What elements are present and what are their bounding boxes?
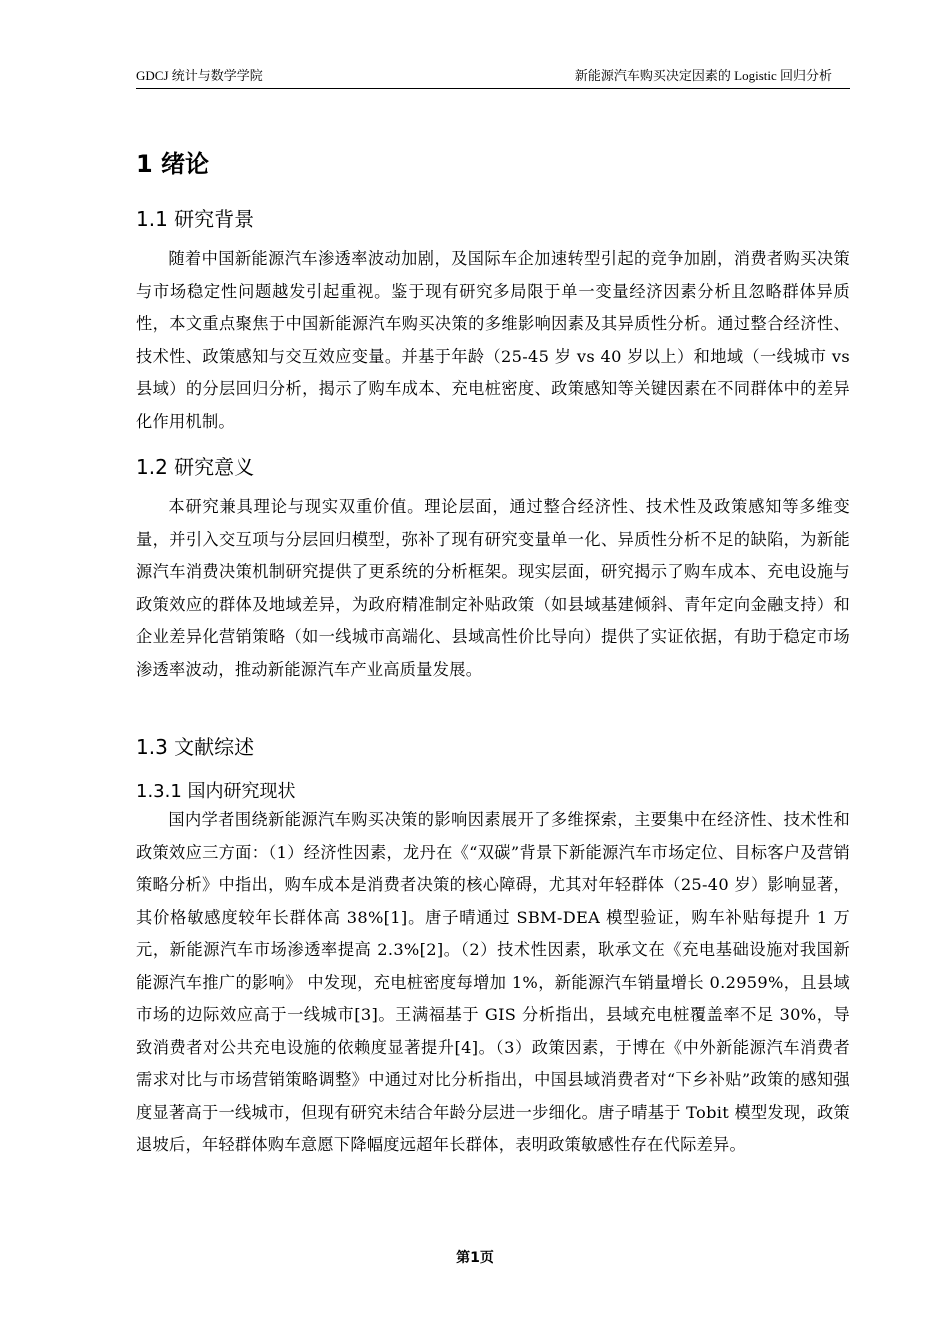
paragraph-domestic-research: 国内学者围绕新能源汽车购买决策的影响因素展开了多维探索，主要集中在经济性、技术性和政策效应三方面：（1）经济性因素，龙丹在《“双碳”背景下新能源汽车市场定位、目标客户及营销策略分析》中指出，购车成本是消费者决策的核心障碍，尤其对年轻群体（25-40 岁）影响显著，其价格敏感度较年长群体高 38%[1]。唐子晴通过 SBM-DEA 模型验证，购车补贴每提升 1 万元，新能源汽车市场渗透率提高 2.3%[2]。（2）技术性因素，耿承文在《充电基础设施对我国新能源汽车推广的影响》 中发现，充电桩密度每增加 1%，新能源汽车销量增长 0.2959%，且县域市场的边际效应高于一线城市[3]。王满福基于 GIS 分析指出，县域充电桩覆盖率不足 30%，导致消费者对公共充电设施的依赖度显著提升[4]。（3）政策因素，于博在《中外新能源汽车消费者需求对比与市场营销策略调整》中通过对比分析指出，中国县域消费者对“下乡补贴”政策的感知强度显著高于一线城市，但现有研究未结合年龄分层进一步细化。唐子晴基于 Tobit 模型发现，政策退坡后，年轻群体购车意愿下降幅度远超年长群体，表明政策敏感性存在代际差异。	[136, 810, 850, 1154]
subsection-title-1-3-1: 1.3.1 国内研究现状	[136, 781, 296, 802]
section-title-1-3: 1.3 文献综述	[136, 735, 255, 759]
paragraph-research-background: 随着中国新能源汽车渗透率波动加剧，及国际车企加速转型引起的竞争加剧，消费者购买决策与市场稳定性问题越发引起重视。鉴于现有研究多局限于单一变量经济因素分析且忽略群体异质性，本文重点聚焦于中国新能源汽车购买决策的多维影响因素及其异质性分析。通过整合经济性、技术性、政策感知与交互效应变量。并基于年龄（25-45 岁 vs 40 岁以上）和地域（一线城市 vs 县域）的分层回归分析，揭示了购车成本、充电桩密度、政策感知等关键因素在不同群体中的差异化作用机制。	[136, 249, 850, 431]
page-header	[136, 66, 850, 89]
chapter-title: 1 绪论	[136, 150, 210, 178]
section-title-1-2: 1.2 研究意义	[136, 455, 255, 479]
header-left-text: GDCJ 统计与数学学院	[136, 68, 263, 83]
section-title-1-1: 1.1 研究背景	[136, 207, 255, 231]
page-number: 第1页	[456, 1250, 494, 1266]
header-right-text: 新能源汽车购买决定因素的 Logistic 回归分析	[574, 68, 832, 83]
paragraph-research-significance: 本研究兼具理论与现实双重价值。理论层面，通过整合经济性、技术性及政策感知等多维变量，并引入交互项与分层回归模型，弥补了现有研究变量单一化、异质性分析不足的缺陷，为新能源汽车消费决策机制研究提供了更系统的分析框架。现实层面，研究揭示了购车成本、充电设施与政策效应的群体及地域差异，为政府精准制定补贴政策（如县域基建倾斜、青年定向金融支持）和企业差异化营销策略（如一线城市高端化、县域高性价比导向）提供了实证依据，有助于稳定市场渗透率波动，推动新能源汽车产业高质量发展。	[136, 497, 850, 679]
